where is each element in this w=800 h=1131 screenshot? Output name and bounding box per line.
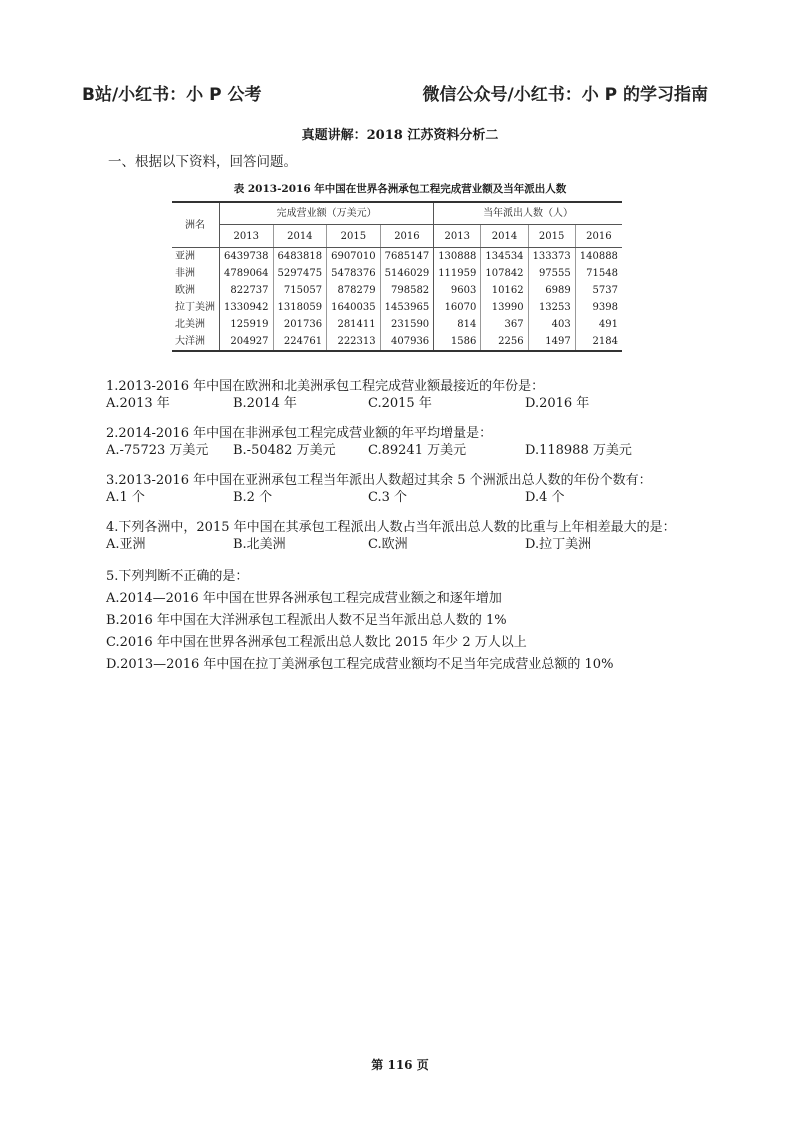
people-cell: 13253 bbox=[528, 299, 575, 316]
revenue-cell: 6439738 bbox=[220, 248, 274, 266]
year-header: 2014 bbox=[481, 225, 528, 248]
revenue-cell: 4789064 bbox=[220, 265, 274, 282]
question-stem: 2.2014-2016 年中国在非洲承包工程完成营业额的年平均增量是： bbox=[106, 426, 493, 441]
year-header: 2015 bbox=[528, 225, 575, 248]
revenue-cell: 201736 bbox=[273, 316, 327, 333]
revenue-cell: 407936 bbox=[380, 333, 434, 351]
revenue-cell: 231590 bbox=[391, 319, 430, 330]
year-header: 2013 bbox=[434, 225, 481, 248]
revenue-cell: 798582 bbox=[391, 285, 430, 296]
question-option: A.1 个 bbox=[106, 490, 145, 505]
revenue-cell: 224761 bbox=[273, 333, 327, 351]
year-header: 2016 bbox=[575, 225, 622, 248]
people-cell: 133373 bbox=[528, 248, 575, 266]
people-group-header: 当年派出人数（人） bbox=[434, 202, 622, 225]
question-option: D.2016 年 bbox=[525, 396, 590, 411]
year-header: 2014 bbox=[273, 225, 327, 248]
people-cell: 71548 bbox=[586, 268, 618, 279]
question-option: A.2014—2016 年中国在世界各洲承包工程完成营业额之和逐年增加 bbox=[106, 591, 502, 606]
question-option: B.-50482 万美元 bbox=[233, 443, 336, 458]
continent-name: 欧洲 bbox=[172, 282, 220, 299]
header-left-text: B站/小红书：小 P 公考 bbox=[82, 85, 262, 105]
people-cell: 1586 bbox=[434, 333, 481, 351]
people-cell: 140888 bbox=[579, 251, 618, 262]
table-row bbox=[172, 265, 622, 282]
page-number: 第 116 页 bbox=[371, 1058, 429, 1072]
question-option: D.拉丁美洲 bbox=[525, 537, 592, 552]
question-stem: 4.下列各洲中，2015 年中国在其承包工程派出人数占当年派出总人数的比重与上年相差最大的是： bbox=[106, 520, 676, 535]
people-cell: 134534 bbox=[481, 248, 528, 266]
people-cell: 16070 bbox=[434, 299, 481, 316]
people-cell: 111959 bbox=[434, 265, 481, 282]
question-1 bbox=[106, 378, 726, 413]
question-option: D.2013—2016 年中国在拉丁美洲承包工程完成营业额均不足当年完成营业总额的 10% bbox=[106, 657, 614, 672]
revenue-cell: 7685147 bbox=[384, 251, 430, 262]
continent-name: 北美洲 bbox=[172, 316, 220, 333]
revenue-cell: 5146029 bbox=[384, 268, 430, 279]
people-cell: 491 bbox=[598, 319, 618, 330]
people-cell: 107842 bbox=[481, 265, 528, 282]
question-option: A.2013 年 bbox=[106, 396, 170, 411]
question-option: C.3 个 bbox=[368, 490, 408, 505]
people-cell: 1497 bbox=[528, 333, 575, 351]
revenue-cell: 878279 bbox=[327, 282, 381, 299]
question-option: B.北美洲 bbox=[233, 537, 286, 552]
question-stem: 5.下列判断不正确的是： bbox=[106, 569, 249, 584]
question-option: B.2 个 bbox=[233, 490, 273, 505]
revenue-cell: 5297475 bbox=[273, 265, 327, 282]
people-cell: 10162 bbox=[481, 282, 528, 299]
revenue-cell: 5478376 bbox=[327, 265, 381, 282]
question-option: C.欧洲 bbox=[368, 537, 408, 552]
revenue-cell: 715057 bbox=[273, 282, 327, 299]
revenue-group-header: 完成营业额（万美元） bbox=[220, 202, 434, 225]
intro-text: 一、根据以下资料，回答问题。 bbox=[108, 154, 297, 170]
revenue-cell: 222313 bbox=[327, 333, 381, 351]
data-table bbox=[172, 201, 622, 352]
people-cell: 9603 bbox=[434, 282, 481, 299]
year-header: 2013 bbox=[220, 225, 274, 248]
year-header: 2016 bbox=[380, 225, 434, 248]
revenue-cell: 6483818 bbox=[273, 248, 327, 266]
table-row bbox=[172, 333, 622, 351]
question-option: C.2016 年中国在世界各洲承包工程派出总人数比 2015 年少 2 万人以上 bbox=[106, 635, 527, 650]
revenue-cell: 125919 bbox=[220, 316, 274, 333]
table-row bbox=[172, 316, 622, 333]
people-cell: 814 bbox=[434, 316, 481, 333]
question-options bbox=[106, 536, 726, 554]
people-cell: 5737 bbox=[592, 285, 618, 296]
question-4 bbox=[106, 519, 726, 554]
question-stem: 1.2013-2016 年中国在欧洲和北美洲承包工程完成营业额最接近的年份是： bbox=[106, 379, 545, 394]
continent-name: 拉丁美洲 bbox=[172, 299, 220, 316]
table-caption: 表 2013-2016 年中国在世界各洲承包工程完成营业额及当年派出人数 bbox=[233, 183, 567, 195]
revenue-cell: 1318059 bbox=[273, 299, 327, 316]
people-cell: 2184 bbox=[575, 333, 622, 351]
questions-section bbox=[106, 378, 726, 676]
year-header-row bbox=[172, 225, 622, 248]
people-cell: 130888 bbox=[434, 248, 481, 266]
people-cell: 9398 bbox=[592, 302, 618, 313]
revenue-cell: 1640035 bbox=[327, 299, 381, 316]
question-option: A.亚洲 bbox=[106, 537, 146, 552]
question-option: D.118988 万美元 bbox=[525, 443, 632, 458]
people-cell: 6989 bbox=[528, 282, 575, 299]
revenue-cell: 1330942 bbox=[220, 299, 274, 316]
question-options bbox=[106, 395, 726, 413]
table-row bbox=[172, 248, 622, 266]
revenue-cell: 6907010 bbox=[327, 248, 381, 266]
continent-name: 非洲 bbox=[172, 265, 220, 282]
revenue-cell: 204927 bbox=[220, 333, 274, 351]
people-cell: 2256 bbox=[481, 333, 528, 351]
table-row bbox=[172, 282, 622, 299]
people-cell: 403 bbox=[528, 316, 575, 333]
question-option: D.4 个 bbox=[525, 490, 565, 505]
revenue-cell: 822737 bbox=[220, 282, 274, 299]
question-option: A.-75723 万美元 bbox=[106, 443, 209, 458]
question-options bbox=[106, 442, 726, 460]
table-row bbox=[172, 299, 622, 316]
question-2 bbox=[106, 425, 726, 460]
question-option: B.2014 年 bbox=[233, 396, 297, 411]
year-header: 2015 bbox=[327, 225, 381, 248]
header-right-text: 微信公众号/小红书：小 P 的学习指南 bbox=[422, 85, 708, 105]
people-cell: 97555 bbox=[528, 265, 575, 282]
question-5 bbox=[106, 566, 726, 676]
continent-name: 大洋洲 bbox=[172, 333, 220, 351]
question-option: B.2016 年中国在大洋洲承包工程派出人数不足当年派出总人数的 1% bbox=[106, 613, 507, 628]
continent-name: 亚洲 bbox=[172, 248, 220, 266]
revenue-cell: 1453965 bbox=[384, 302, 430, 313]
revenue-cell: 281411 bbox=[327, 316, 381, 333]
people-cell: 367 bbox=[481, 316, 528, 333]
stub-header: 洲名 bbox=[172, 202, 220, 248]
question-stem: 3.2013-2016 年中国在亚洲承包工程当年派出人数超过其余 5 个洲派出总人数的年份个数有： bbox=[106, 473, 652, 488]
question-option: C.89241 万美元 bbox=[368, 443, 467, 458]
page-title: 真题讲解：2018 江苏资料分析二 bbox=[301, 128, 499, 143]
question-options bbox=[106, 489, 726, 507]
question-3 bbox=[106, 472, 726, 507]
question-option: C.2015 年 bbox=[368, 396, 432, 411]
people-cell: 13990 bbox=[481, 299, 528, 316]
